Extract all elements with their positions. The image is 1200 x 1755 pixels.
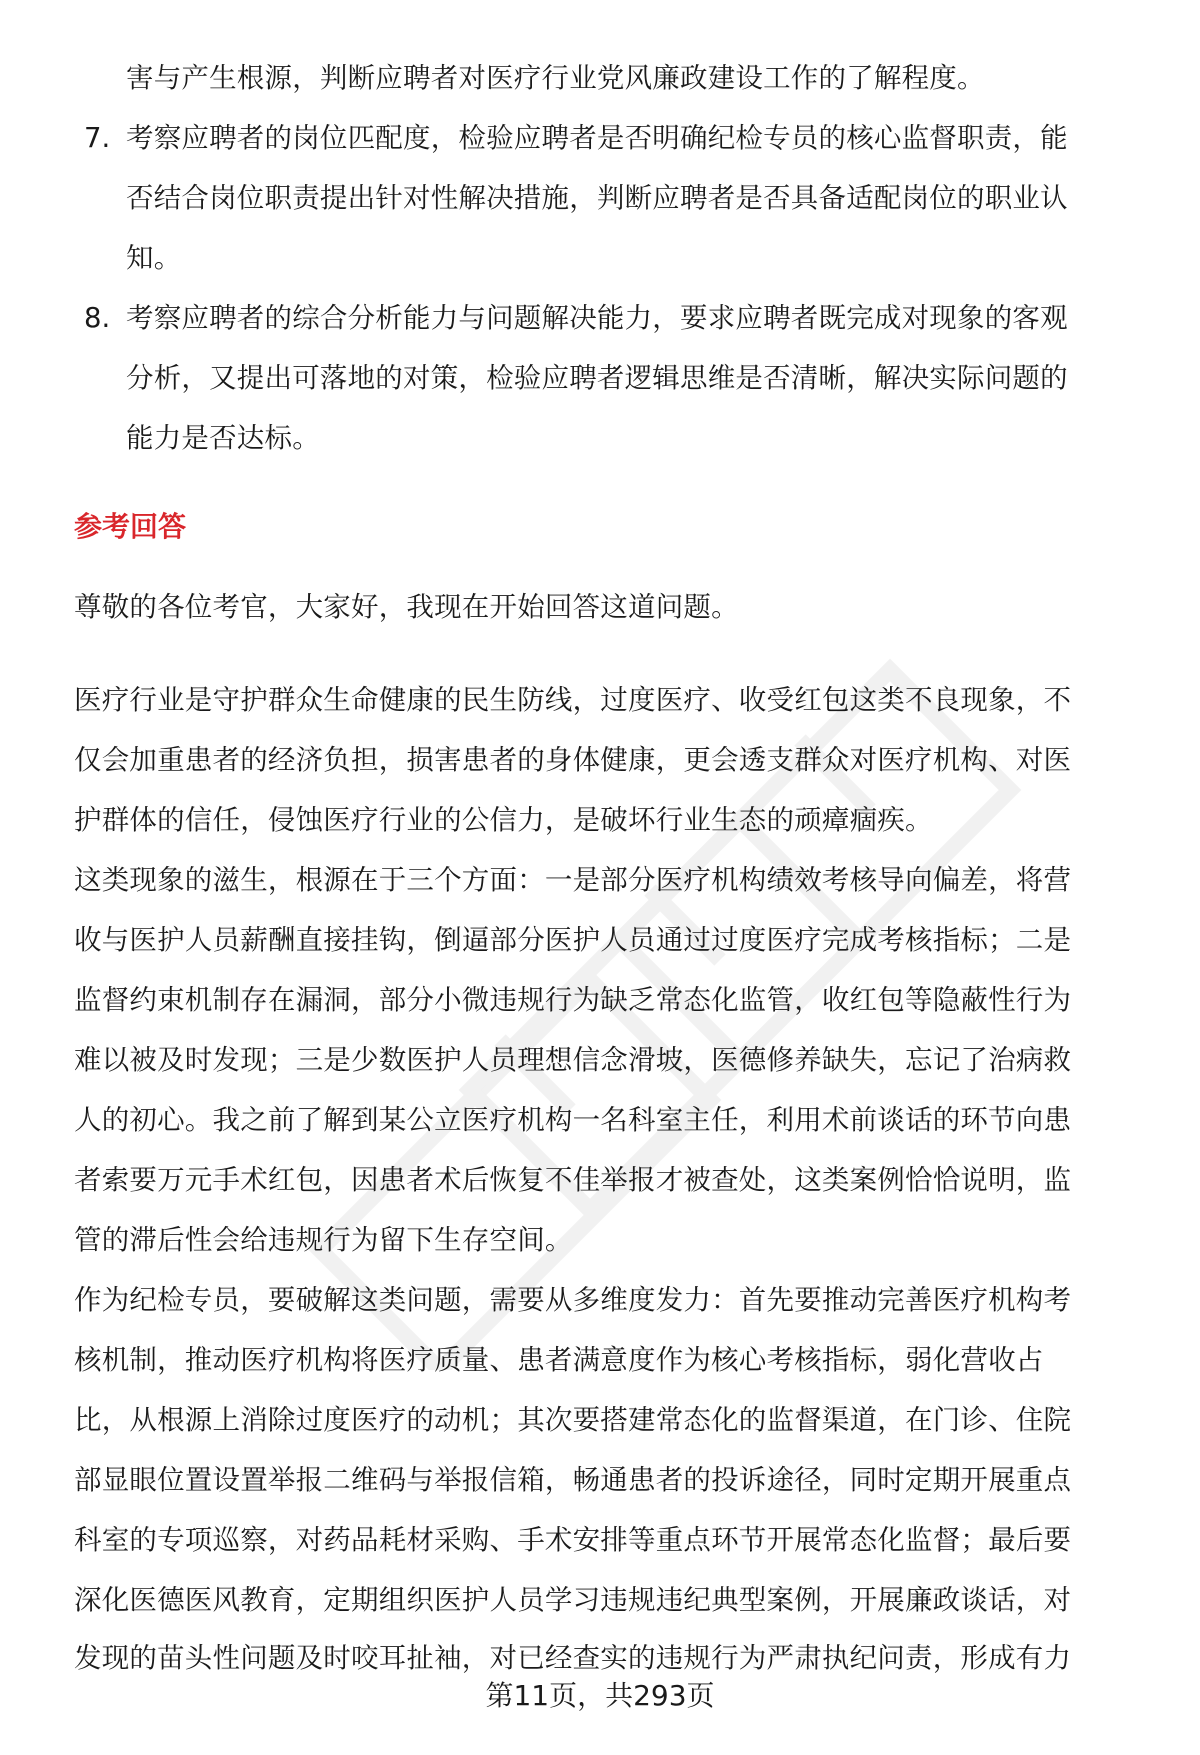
paragraph-line: 这类现象的滋生，根源在于三个方面：一是部分医疗机构绩效考核导向偏差，将营 [74,864,1072,896]
list-item-text-line: 能力是否达标。 [126,422,320,454]
list-item-text-line: 否结合岗位职责提出针对性解决措施，判断应聘者是否具备适配岗位的职业认 [126,182,1068,214]
page-footer: 第11页，共293页 [485,1679,715,1712]
paragraph-line: 核机制，推动医疗机构将医疗质量、患者满意度作为核心考核指标，弱化营收占 [74,1344,1044,1376]
paragraph-line: 管的滞后性会给违规行为留下生存空间。 [74,1224,573,1256]
paragraph-line: 者索要万元手术红包，因患者术后恢复不佳举报才被查处，这类案例恰恰说明，监 [74,1164,1072,1196]
list-item-text-line: 分析，又提出可落地的对策，检验应聘者逻辑思维是否清晰，解决实际问题的 [126,362,1068,394]
paragraph-line: 难以被及时发现；三是少数医护人员理想信念滑坡，医德修养缺失，忘记了治病救 [74,1044,1072,1076]
paragraph-line: 作为纪检专员，要破解这类问题，需要从多维度发力：首先要推动完善医疗机构考 [74,1284,1072,1316]
section-heading: 参考回答 [74,510,187,543]
paragraph-line: 护群体的信任，侵蚀医疗行业的公信力，是破坏行业生态的顽瘴痼疾。 [74,804,933,836]
paragraph-line: 医疗行业是守护群众生命健康的民生防线，过度医疗、收受红包这类不良现象，不 [74,684,1072,716]
list-item-number: 8. [84,302,111,334]
list-item-text-line: 考察应聘者的综合分析能力与问题解决能力，要求应聘者既完成对现象的客观 [126,302,1068,334]
paragraph-line: 监督约束机制存在漏洞，部分小微违规行为缺乏常态化监管，收红包等隐蔽性行为 [74,984,1072,1016]
list-item-number: 7. [84,122,111,154]
paragraph-line: 仅会加重患者的经济负担，损害患者的身体健康，更会透支群众对医疗机构、对医 [74,744,1072,776]
list-item-text-line: 考察应聘者的岗位匹配度，检验应聘者是否明确纪检专员的核心监督职责，能 [126,122,1068,154]
paragraph-line: 科室的专项巡察，对药品耗材采购、手术安排等重点环节开展常态化监督；最后要 [74,1524,1072,1556]
paragraph-line: 深化医德医风教育，定期组织医护人员学习违规违纪典型案例，开展廉政谈话，对 [74,1584,1072,1616]
paragraph-line: 尊敬的各位考官，大家好，我现在开始回答这道问题。 [74,591,739,623]
list-item-continuation: 害与产生根源，判断应聘者对医疗行业党风廉政建设工作的了解程度。 [126,62,985,94]
paragraph-line: 部显眼位置设置举报二维码与举报信箱，畅通患者的投诉途径，同时定期开展重点 [74,1464,1072,1496]
paragraph-line: 发现的苗头性问题及时咬耳扯袖，对已经查实的违规行为严肃执纪问责，形成有力 [74,1642,1072,1674]
paragraph-line: 人的初心。我之前了解到某公立医疗机构一名科室主任，利用术前谈话的环节向患 [74,1104,1072,1136]
list-item-text-line: 知。 [126,242,182,274]
paragraph-line: 比，从根源上消除过度医疗的动机；其次要搭建常态化的监督渠道，在门诊、住院 [74,1404,1072,1436]
paragraph-line: 收与医护人员薪酬直接挂钩，倒逼部分医护人员通过过度医疗完成考核指标；二是 [74,924,1072,956]
